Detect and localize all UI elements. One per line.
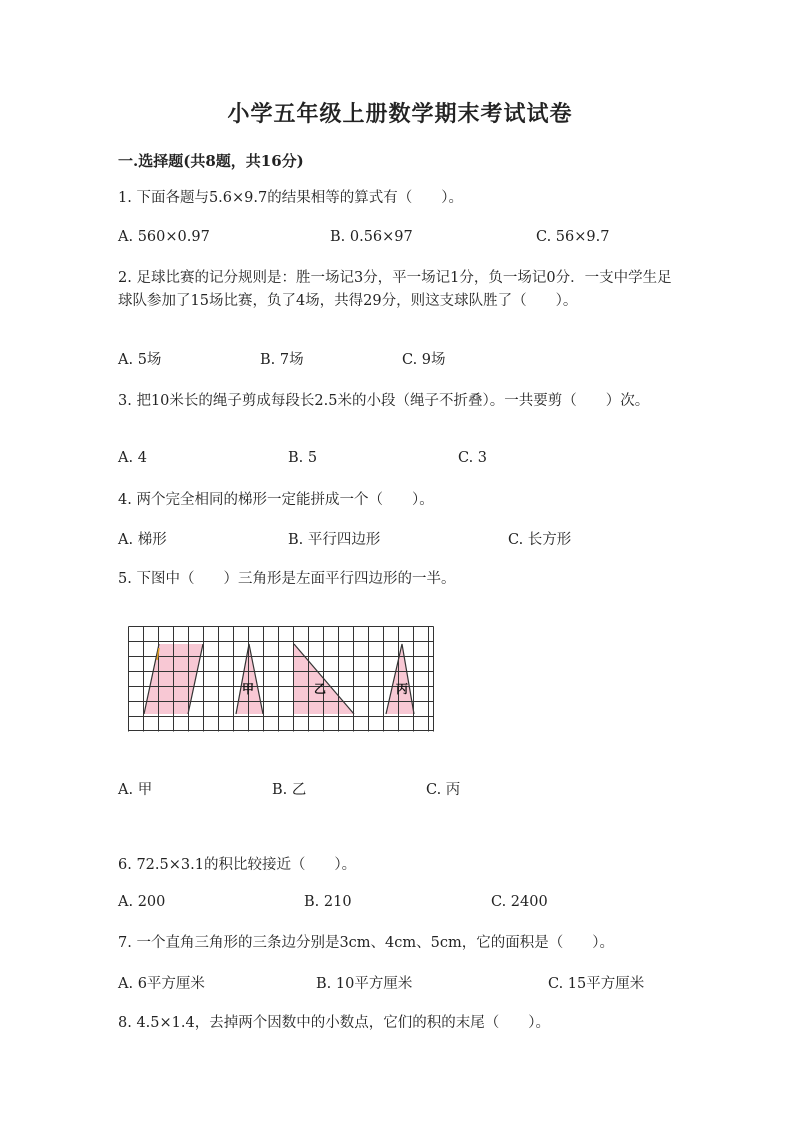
question-6-option-b[interactable]: B. 210 — [304, 894, 352, 910]
question-6-option-c[interactable]: C. 2400 — [491, 894, 548, 910]
question-2-option-a[interactable]: A. 5场 — [118, 352, 162, 368]
question-4-option-c[interactable]: C. 长方形 — [508, 532, 572, 548]
label-bing: 丙 — [396, 682, 409, 696]
question-7-option-b[interactable]: B. 10平方厘米 — [316, 976, 413, 992]
question-7-stem: 7. 一个直角三角形的三条边分别是3cm、4cm、5cm，它的面积是（ ）。 — [118, 935, 614, 951]
question-2-stem: 2. 足球比赛的记分规则是：胜一场记3分，平一场记1分，负一场记0分．一支中学生足球队参加了15场比赛，负了4场，共得29分，则这支球队胜了（ ）。 — [118, 270, 672, 309]
question-5-stem: 5. 下图中（ ）三角形是左面平行四边形的一半。 — [118, 571, 456, 587]
question-1-option-b[interactable]: B. 0.56×97 — [330, 229, 413, 245]
question-5-option-b[interactable]: B. 乙 — [272, 782, 307, 798]
question-1-option-c[interactable]: C. 56×9.7 — [536, 229, 610, 245]
question-3-option-b[interactable]: B. 5 — [288, 450, 318, 466]
question-2-option-c[interactable]: C. 9场 — [402, 352, 446, 368]
question-6-option-a[interactable]: A. 200 — [118, 894, 166, 910]
question-4-option-b[interactable]: B. 平行四边形 — [288, 532, 381, 548]
label-jia: 甲 — [242, 682, 255, 696]
question-8-stem: 8. 4.5×1.4，去掉两个因数中的小数点，它们的积的末尾（ ）。 — [118, 1015, 550, 1031]
question-1-stem: 1. 下面各题与5.6×9.7的结果相等的算式有（ ）。 — [118, 190, 463, 206]
question-4-stem: 4. 两个完全相同的梯形一定能拼成一个（ ）。 — [118, 492, 434, 508]
question-3-option-c[interactable]: C. 3 — [458, 450, 488, 466]
question-6-stem: 6. 72.5×3.1的积比较接近（ ）。 — [118, 857, 357, 873]
question-7-option-a[interactable]: A. 6平方厘米 — [118, 976, 205, 992]
question-1-option-a[interactable]: A. 560×0.97 — [118, 229, 210, 245]
triangle-jia-shape — [236, 644, 263, 714]
question-4-option-a[interactable]: A. 梯形 — [118, 532, 167, 548]
question-5-option-a[interactable]: A. 甲 — [118, 782, 153, 798]
question-7-option-c[interactable]: C. 15平方厘米 — [548, 976, 645, 992]
question-3-stem: 3. 把10米长的绳子剪成每段长2.5米的小段（绳子不折叠）。一共要剪（ ）次。 — [118, 393, 650, 409]
grid-figure — [128, 626, 438, 732]
page-title: 小学五年级上册数学期末考试试卷 — [227, 101, 573, 127]
question-3-option-a[interactable]: A. 4 — [118, 450, 147, 466]
question-2-option-b[interactable]: B. 7场 — [260, 352, 304, 368]
section-heading: 一.选择题(共8题，共16分) — [118, 152, 304, 170]
question-5-option-c[interactable]: C. 丙 — [426, 782, 461, 798]
label-yi: 乙 — [314, 682, 327, 696]
